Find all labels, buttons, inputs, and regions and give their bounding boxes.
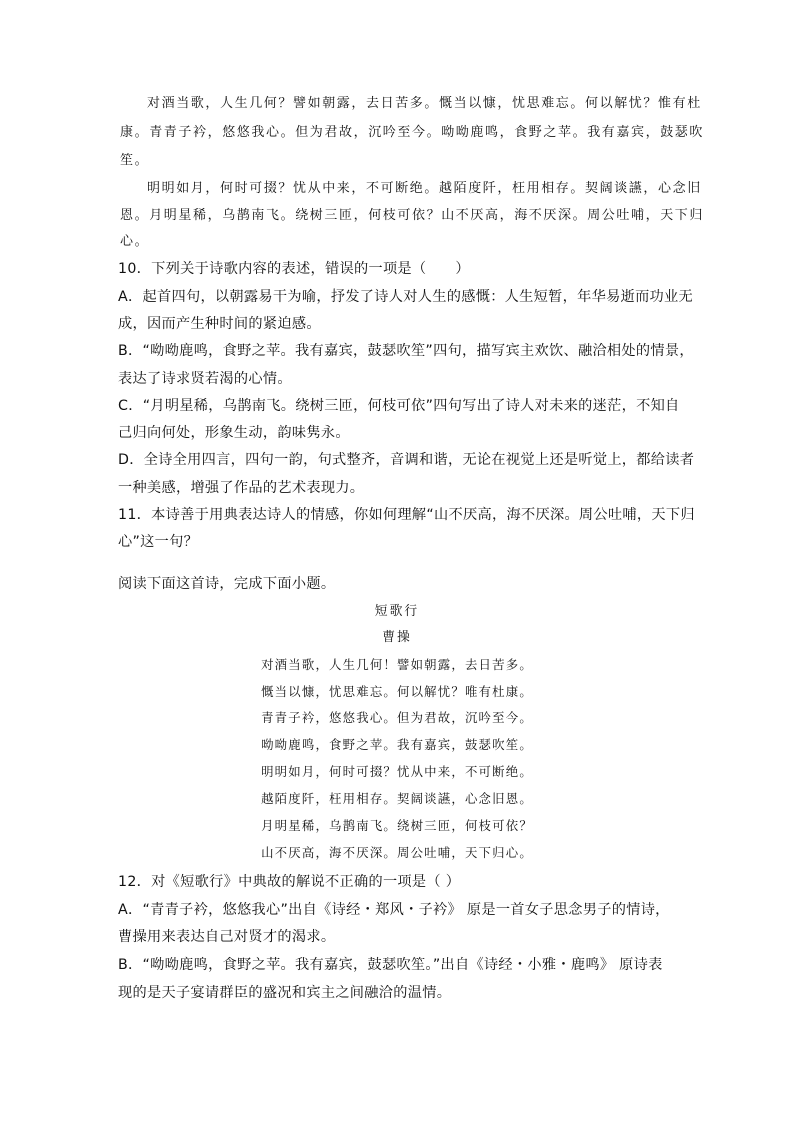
poem-author: 曹操 (382, 630, 412, 645)
passage-para1-line1: 对酒当歌，人生几何？譬如朝露，去日苦多。慨当以慷，忧思难忘。何以解忧？惟有杜 (147, 96, 702, 111)
poem-line: 月明星稀，乌鹊南飞。绕树三匝，何枝可依？ (261, 818, 533, 833)
poem-line: 慨当以慷，忧思难忘。何以解忧？唯有杜康。 (261, 684, 533, 699)
q12-option-b-line1: B．“呦呦鹿鸣，食野之苹。我有嘉宾，鼓瑟吹笙。”出自《诗经・小雅・鹿鸣》 原诗表 (118, 957, 663, 973)
q12-stem: 12．对《短歌行》中典故的解说不正确的一项是（ ） (118, 874, 461, 890)
q10-option-d-line1: D．全诗全用四言，四句一韵，句式整齐，音调和谐，无论在视觉上还是听觉上，都给读者 (118, 452, 695, 468)
q12-option-a-line2: 曹操用来表达自己对贤才的渴求。 (118, 929, 336, 945)
q10-option-a-line2: 成，因而产生种时间的紧迫感。 (118, 316, 321, 332)
q10-option-b-line1: B．“呦呦鹿鸣，食野之苹。我有嘉宾，鼓瑟吹笙”四句，描写宾主欢饮、融洽相处的情景， (118, 343, 694, 359)
passage-para1-line2: 康。青青子衿，悠悠我心。但为君故，沉吟至今。呦呦鹿鸣，食野之苹。我有嘉宾，鼓瑟吹 (120, 125, 705, 140)
q10-option-a-line1: A．起首四句，以朝露易干为喻，抒发了诗人对人生的感慨：人生短暂，年华易逝而功业无 (118, 289, 694, 305)
passage-para2-line3: 心。 (120, 234, 150, 249)
q10-option-c-line2: 己归向何处，形象生动，韵味隽永。 (118, 425, 350, 441)
q12-option-a-line1: A．“青青子衿，悠悠我心”出自《诗经・郑风・子衿》 原是一首女子思念男子的情诗， (118, 902, 670, 918)
passage-para2-line2: 恩。月明星稀，乌鹊南飞。绕树三匝，何枝可依？山不厌高，海不厌深。周公吐哺，天下归 (120, 208, 705, 223)
q11-stem-line1: 11．本诗善于用典表达诗人的情感，你如何理解“山不厌高，海不厌深。周公吐哺，天下归 (118, 507, 695, 523)
poem-line: 越陌度阡，枉用相存。契阔谈讌，心念旧恩。 (261, 791, 533, 806)
poem-line: 明明如月，何时可掇？忧从中来，不可断绝。 (261, 764, 533, 779)
q10-option-c-line1: C．“月明星稀，乌鹊南飞。绕树三匝，何枝可依”四句写出了诗人对未来的迷茫，不知自 (118, 398, 680, 414)
q10-option-b-line2: 表达了诗求贤若渴的心情。 (118, 371, 292, 387)
q11-stem-line2: 心”这一句？ (118, 534, 199, 550)
q10-stem: 10．下列关于诗歌内容的表述，错误的一项是（ ） (118, 261, 470, 277)
poem-title: 短歌行 (374, 604, 420, 619)
passage-para1-line3: 笙。 (120, 153, 150, 168)
poem-line: 青青子衿，悠悠我心。但为君故，沉吟至今。 (261, 710, 533, 725)
q12-option-b-line2: 现的是天子宴请群臣的盛况和宾主之间融洽的温情。 (118, 985, 452, 1001)
q10-option-d-line2: 一种美感，增强了作品的艺术表现力。 (118, 480, 365, 496)
poem-line: 山不厌高，海不厌深。周公吐哺，天下归心。 (261, 845, 533, 860)
poem-line: 对酒当歌，人生几何！譬如朝露，去日苦多。 (261, 657, 533, 672)
passage-para2-line1: 明明如月，何时可掇？忧从中来，不可断绝。越陌度阡，枉用相存。契阔谈讌，心念旧 (147, 181, 702, 196)
reading-prompt: 阅读下面这首诗，完成下面小题。 (118, 576, 336, 592)
poem-line: 呦呦鹿鸣，食野之苹。我有嘉宾，鼓瑟吹笙。 (261, 737, 533, 752)
